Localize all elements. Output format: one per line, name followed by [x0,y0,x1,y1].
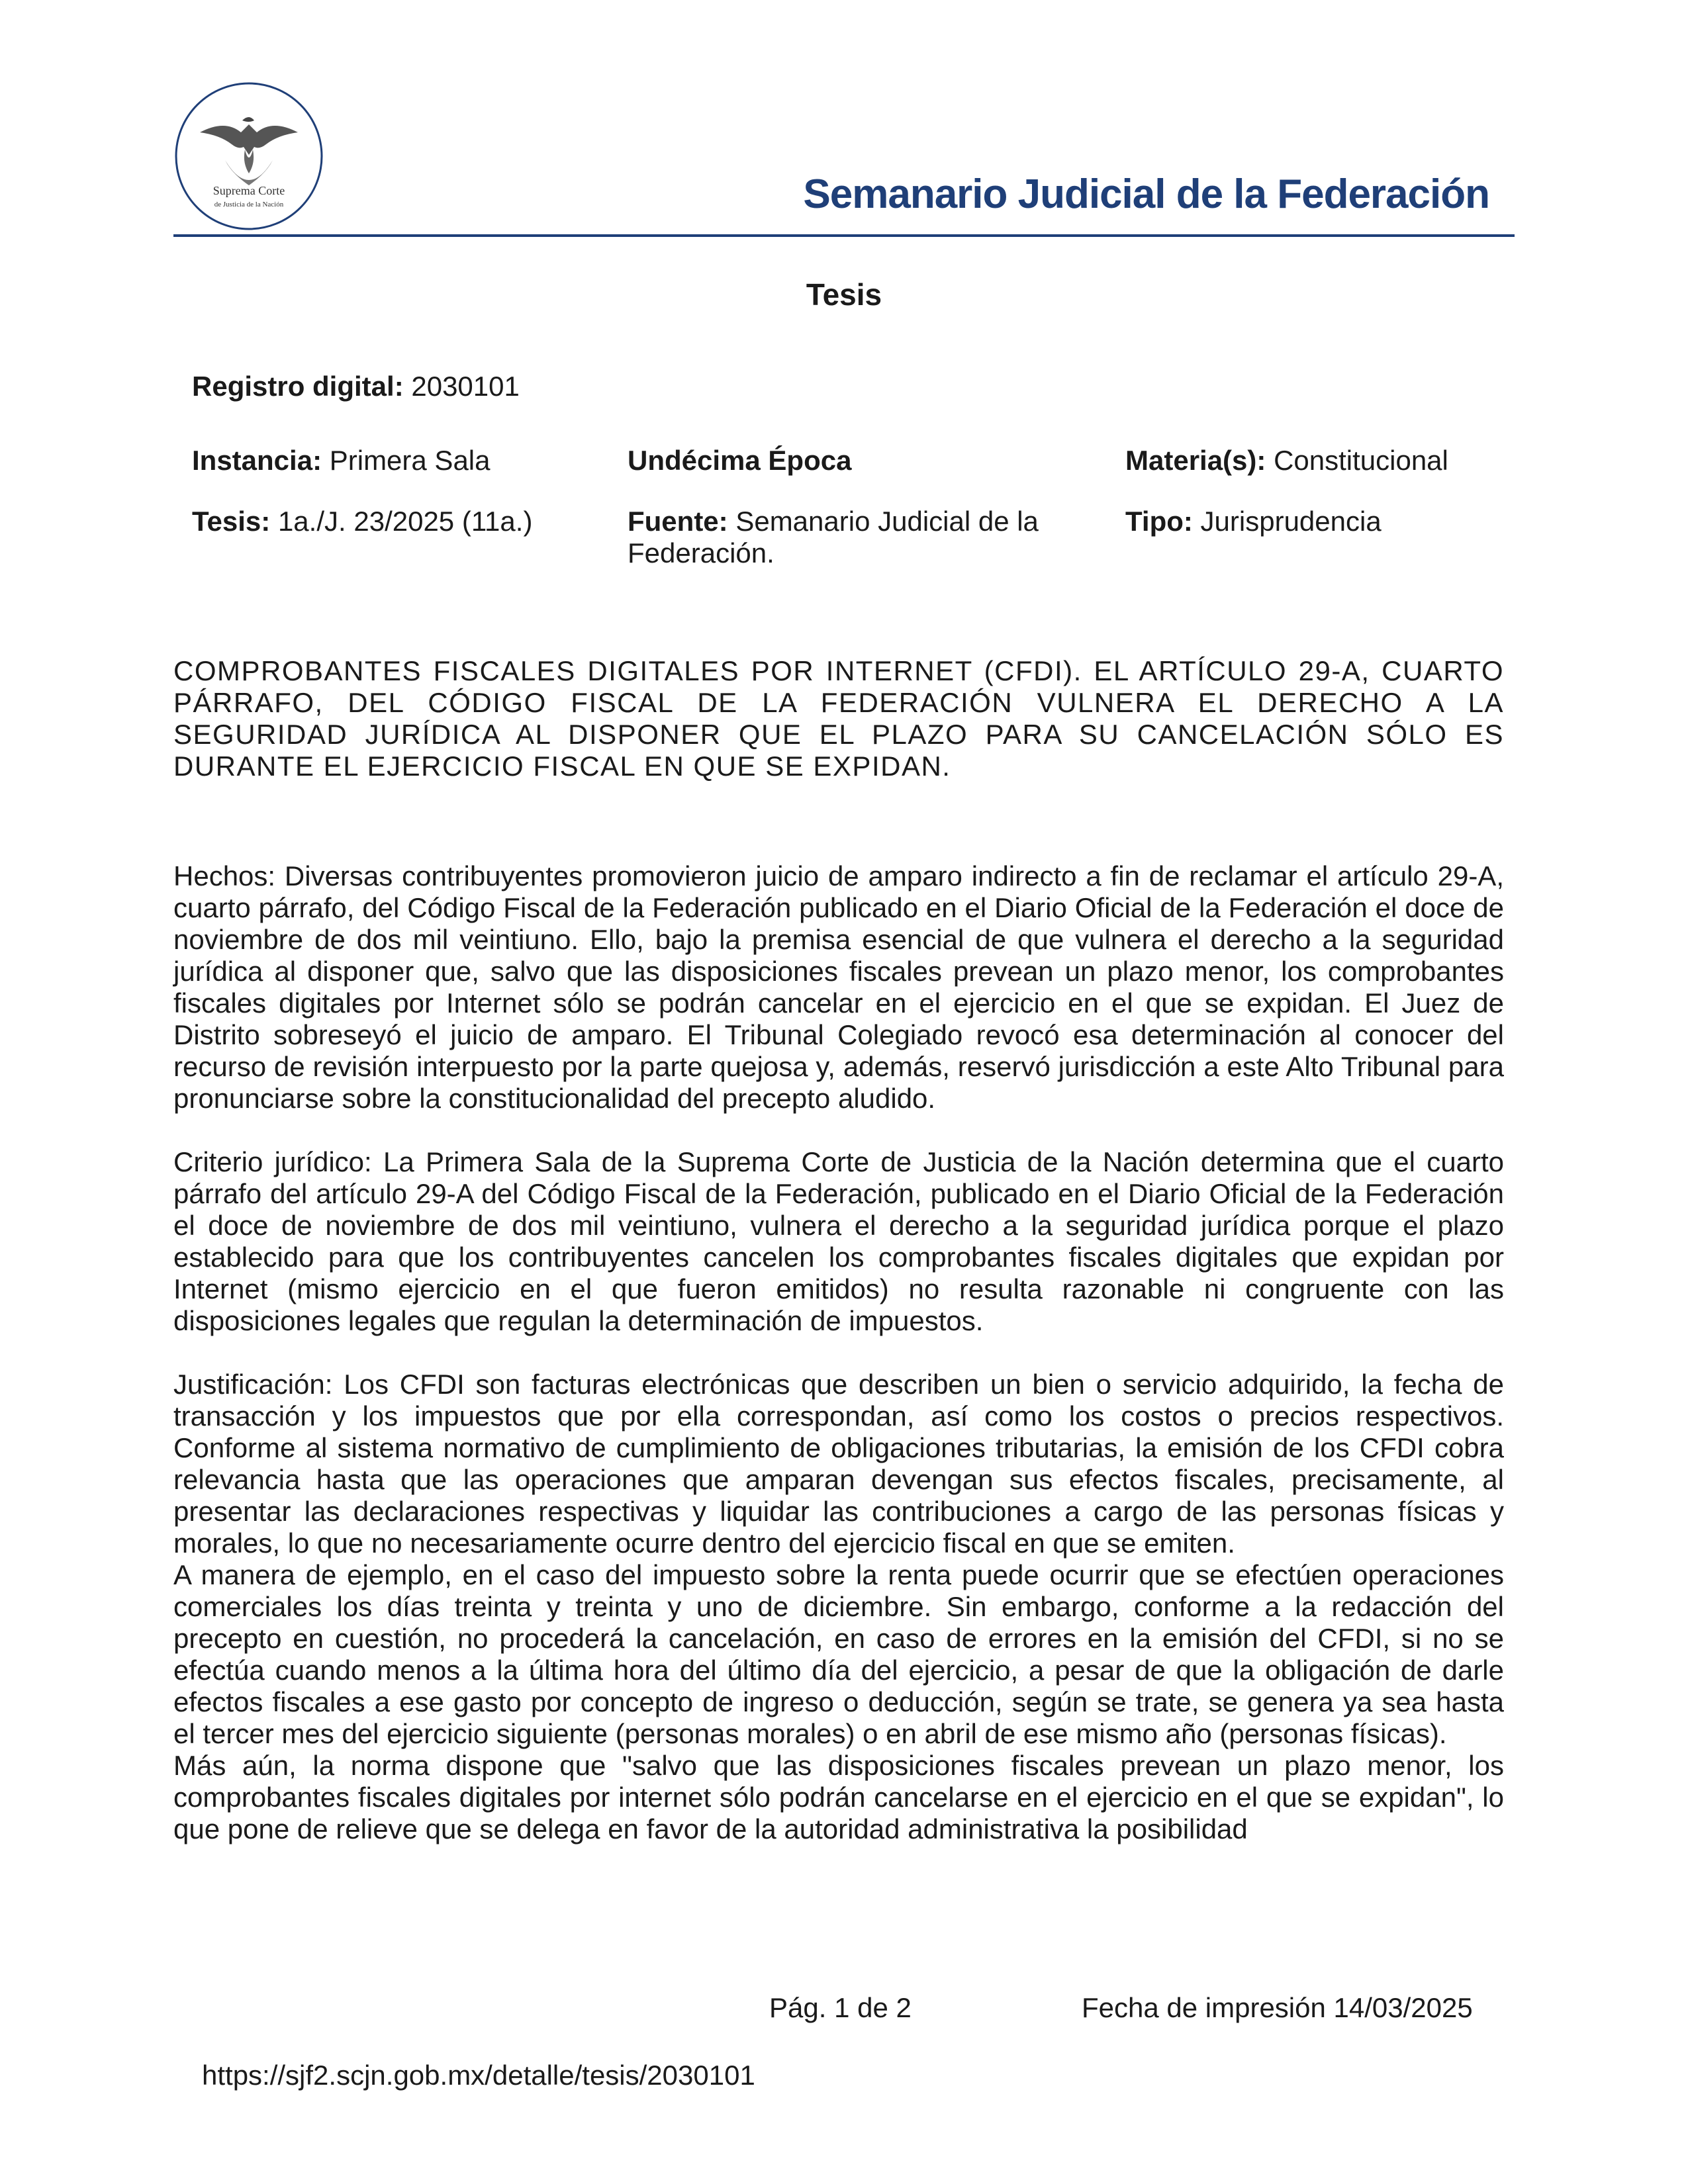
epoca [628,445,851,477]
scjn-logo [173,81,324,232]
registro-digital [192,371,520,402]
mas-aun-paragraph: Más aún, la norma dispone que "salvo que las disposiciones fiscales prevean un plazo menor, los comprobantes fiscales digitales por internet sólo podrán cancelarse en el ejercicio en el que se expidan", lo que pone de relieve que se delega en favor de la autoridad administrativa la posibilidad [173,1750,1504,1844]
fuente [628,506,1039,569]
header-divider [173,234,1515,237]
tipo-label: Tipo: [1125,506,1193,537]
materia [1125,445,1448,477]
instancia-value: Primera Sala [329,445,491,476]
tesis [192,506,532,537]
tesis-body [173,860,1504,1845]
registro-label: Registro digital: [192,371,404,402]
materia-value: Constitucional [1274,445,1448,476]
justificacion-paragraph: Justificación: Los CFDI son facturas electrónicas que describen un bien o servicio adquirido, la fecha de transacción y los impuestos que por ella correspondan, así como los costos o precios respectivos. Conforme al sistema normativo de cumplimiento de obligaciones tributarias, la emisión de los CFDI cobra relevancia hasta que las operaciones que amparan devengan sus efectos fiscales, precisamente, al presentar las declaraciones respectivas y liquidar las contribuciones a cargo de las personas físicas y morales, lo que no necesariamente ocurre dentro del ejercicio fiscal en que se emiten. [173,1369,1504,1559]
tesis-label: Tesis: [192,506,271,537]
rubro-heading: COMPROBANTES FISCALES DIGITALES POR INTERNET (CFDI). EL ARTÍCULO 29-A, CUARTO PÁRRAFO, DEL CÓDIGO FISCAL DE LA FEDERACIÓN VULNERA EL DERECHO A LA SEGURIDAD JURÍDICA AL DISPONER QUE EL PLAZO PARA SU CANCELACIÓN SÓLO ES DURANTE EL EJERCICIO FISCAL EN QUE SE EXPIDAN. [173,655,1504,782]
tipo [1125,506,1382,537]
eagle-emblem-icon [173,81,324,232]
epoca-value: Undécima Época [628,445,852,476]
document-title: Tesis [806,277,882,312]
fuente-value-line2: Federación. [628,537,774,569]
registro-value: 2030101 [411,371,520,402]
instancia [192,445,491,477]
ejemplo-paragraph: A manera de ejemplo, en el caso del impuesto sobre la renta puede ocurrir que se efectúen operaciones comerciales los días treinta y treinta y uno de diciembre. Sin embargo, conforme a la redacción del precepto en cuestión, no procederá la cancelación, en caso de errores en la emisión del CFDI, si no se efectúa cuando menos a la última hora del último día del ejercicio, a pesar de que la obligación de darle efectos fiscales a ese gasto por concepto de ingreso o deducción, según se trate, se genera ya sea hasta el tercer mes del ejercicio siguiente (personas morales) o en abril de ese mismo año (personas físicas). [173,1559,1504,1749]
tipo-value: Jurisprudencia [1200,506,1382,537]
journal-title: Semanario Judicial de la Federación [803,171,1489,217]
materia-label: Materia(s): [1125,445,1266,476]
instancia-label: Instancia: [192,445,322,476]
fuente-label: Fuente: [628,506,728,537]
tesis-value: 1a./J. 23/2025 (11a.) [277,506,533,537]
logo-text-line2: de Justicia de la Nación [214,201,284,208]
hechos-paragraph: Hechos: Diversas contribuyentes promovieron juicio de amparo indirecto a fin de reclamar el artículo 29-A, cuarto párrafo, del Código Fiscal de la Federación publicado en el Diario Oficial de la Federación el doce de noviembre de dos mil veintiuno. Ello, bajo la premisa esencial de que vulnera el derecho a la seguridad jurídica al disponer que, salvo que las disposiciones fiscales prevean un plazo menor, los comprobantes fiscales digitales por Internet sólo se podrán cancelar en el ejercicio en el que se expidan. El Juez de Distrito sobreseyó el juicio de amparo. El Tribunal Colegiado revocó esa determinación al conocer del recurso de revisión interpuesto por la parte quejosa y, además, reservó jurisdicción a este Alto Tribunal para pronunciarse sobre la constitucionalidad del precepto aludido. [173,860,1504,1114]
logo-text-line1: Suprema Corte [212,184,285,197]
print-date: Fecha de impresión 14/03/2025 [1082,1992,1473,2023]
page-number: Pág. 1 de 2 [769,1992,912,2023]
fuente-value-line1: Semanario Judicial de la [735,506,1039,537]
source-url[interactable]: https://sjf2.scjn.gob.mx/detalle/tesis/2030101 [202,2060,755,2091]
criterio-paragraph: Criterio jurídico: La Primera Sala de la Suprema Corte de Justicia de la Nación determina que el cuarto párrafo del artículo 29-A del Código Fiscal de la Federación, publicado en el Diario Oficial de la Federación el doce de noviembre de dos mil veintiuno, vulnera el derecho a la seguridad jurídica porque el plazo establecido para que los contribuyentes cancelen los comprobantes fiscales digitales que expidan por Internet (mismo ejercicio en el que fueron emitidos) no resulta razonable ni congruente con las disposiciones legales que regulan la determinación de impuestos. [173,1146,1504,1336]
